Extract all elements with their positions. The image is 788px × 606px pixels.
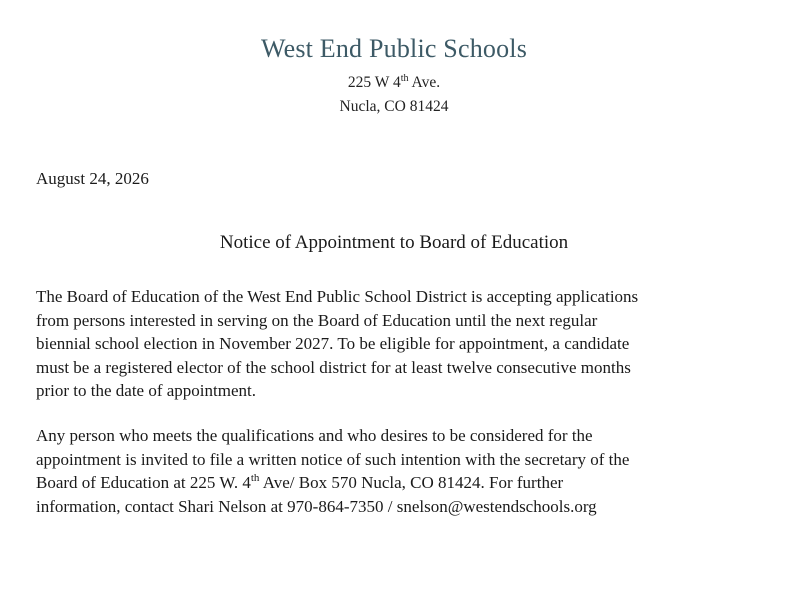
notice-title: Notice of Appointment to Board of Education — [219, 232, 569, 253]
address-suffix: Ave. — [408, 74, 441, 91]
address-ordinal: th — [400, 73, 409, 84]
address-text-rest: Ave/ Box 570 Nucla, CO 81424. For further — [259, 473, 564, 492]
paragraph-1 — [36, 285, 766, 403]
paragraph-line: Any person who meets the qualifications and who desires to be considered for the — [36, 426, 593, 445]
address-line-2: Nucla, CO 81424 — [339, 98, 449, 115]
paragraph-line: The Board of Education of the West End Public School District is accepting applications — [36, 287, 639, 306]
letter-date: August 24, 2026 — [36, 169, 149, 188]
paragraph-2 — [36, 424, 766, 518]
paragraph-line: must be a registered elector of the school district for at least twelve consecutive months — [36, 357, 631, 377]
paragraph-line: from persons interested in serving on the Board of Education until the next regular — [36, 310, 598, 330]
contact-line: information, contact Shari Nelson at 970-864-7350 / snelson@westendschools.org — [36, 496, 597, 516]
paragraph-line: biennial school election in November 2027. To be eligible for appointment, a candidate — [36, 334, 630, 353]
paragraph-line: prior to the date of appointment. — [36, 381, 256, 400]
address-street: 225 W 4 — [347, 74, 401, 91]
address-line-1 — [0, 74, 788, 92]
address-ordinal: th — [250, 472, 260, 484]
school-name: West End Public Schools — [260, 34, 528, 63]
paragraph-line — [36, 471, 766, 495]
paragraph-line: appointment is invited to file a written notice of such intention with the secretary of the — [36, 449, 630, 469]
address-text: Board of Education at 225 W. 4 — [36, 473, 251, 492]
